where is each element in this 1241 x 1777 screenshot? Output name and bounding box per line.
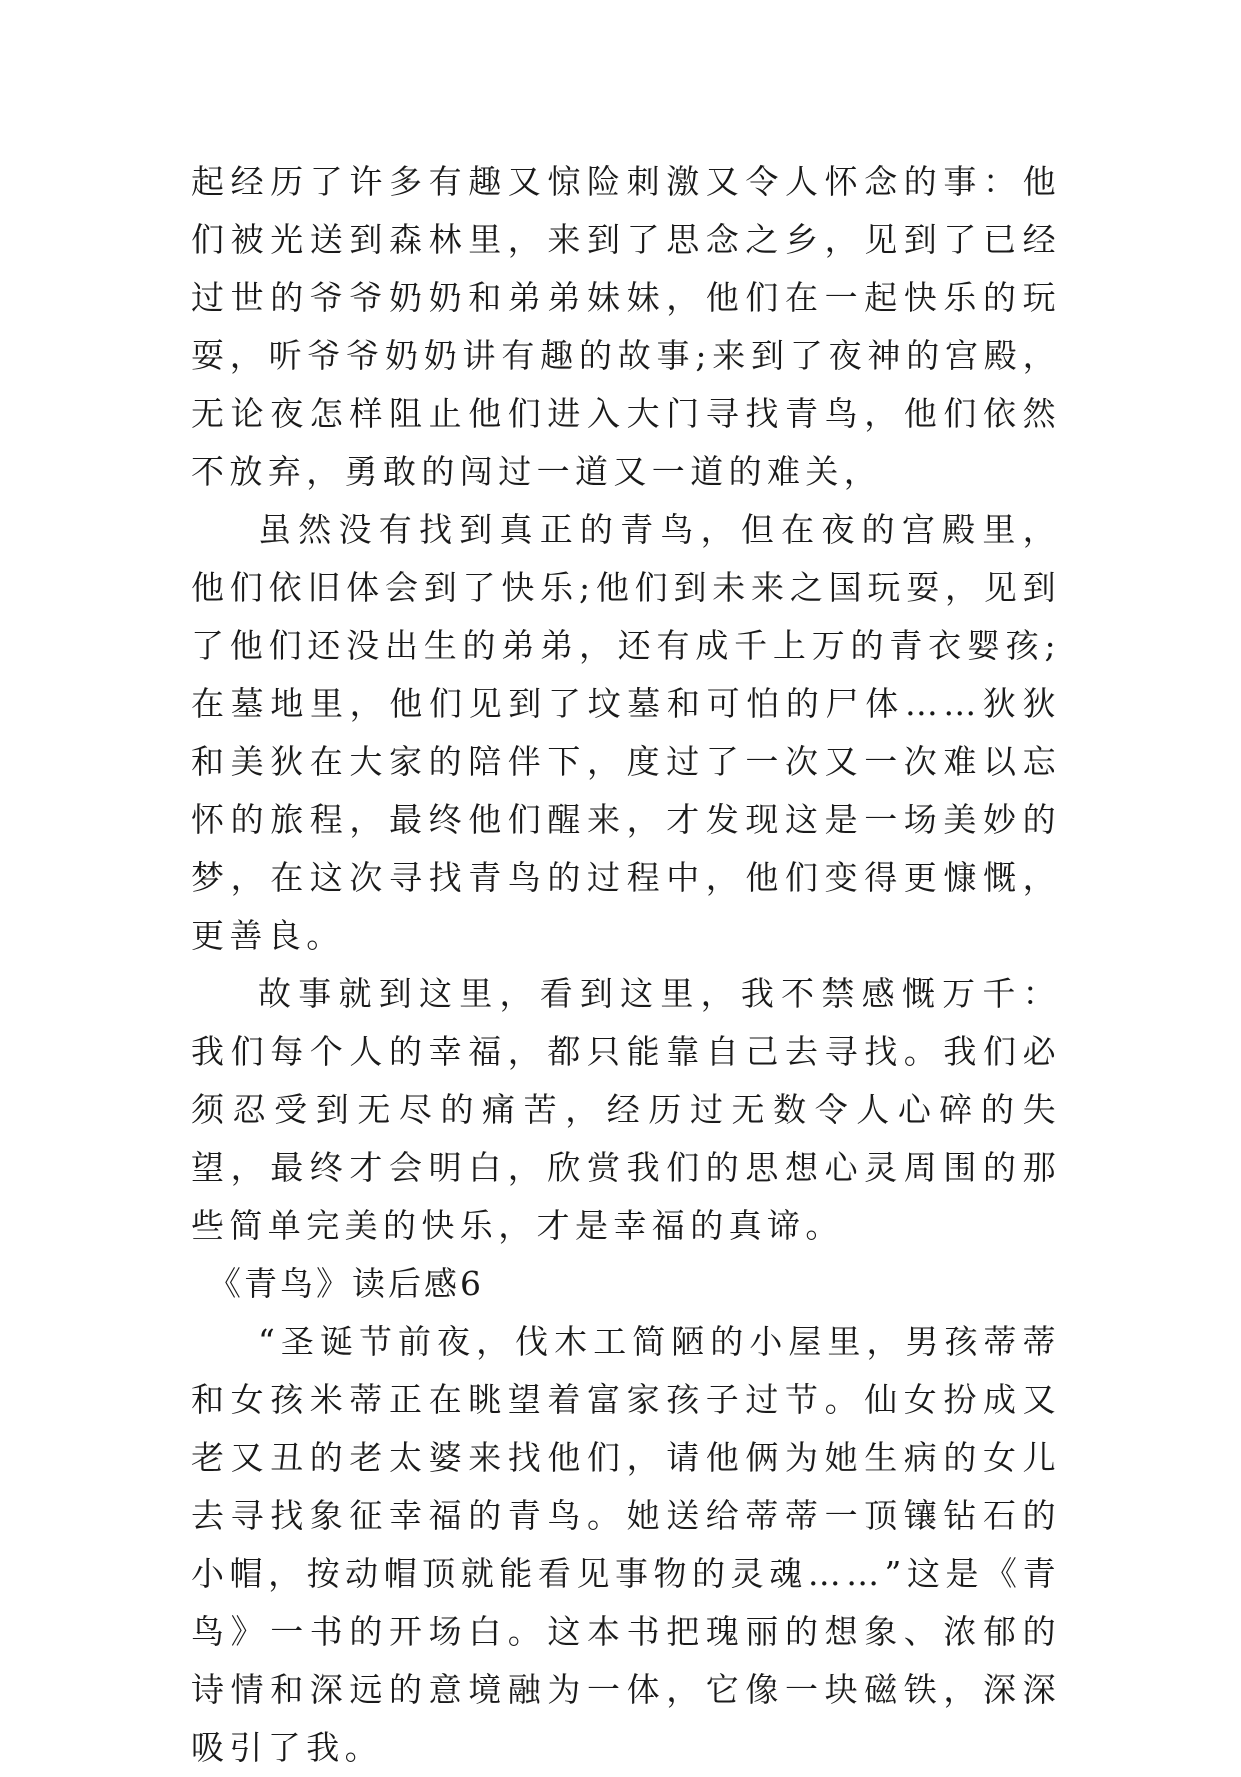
paragraph-4: “圣诞节前夜，伐木工简陋的小屋里，男孩蒂蒂和女孩米蒂正在眺望着富家孩子过节。仙女扮成又老又丑的老太婆来找他们，请他俩为她生病的女儿去寻找象征幸福的青鸟。她送给蒂蒂一顶镶钻石的小帽，按动帽顶就能看见事物的灵魂……”这是《青鸟》一书的开场白。这本书把瑰丽的想象、浓郁的诗情和深远的意境融为一体，它像一块磁铁，深深吸引了我。 — [191, 1322, 1061, 1767]
section-heading: 《青鸟》读后感6 — [208, 1264, 484, 1303]
document-body — [191, 153, 1061, 1777]
paragraph-2: 虽然没有找到真正的青鸟，但在夜的宫殿里，他们依旧体会到了快乐;他们到未来之国玩耍，见到了他们还没出生的弟弟，还有成千上万的青衣婴孩;在墓地里，他们见到了坟墓和可怕的尸体……狄狄和美狄在大家的陪伴下，度过了一次又一次难以忘怀的旅程，最终他们醒来，才发现这是一场美妙的梦，在这次寻找青鸟的过程中，他们变得更慷慨，更善良。 — [191, 510, 1061, 955]
paragraph-1: 起经历了许多有趣又惊险刺激又令人怀念的事：他们被光送到森林里，来到了思念之乡，见到了已经过世的爷爷奶奶和弟弟妹妹，他们在一起快乐的玩耍，听爷爷奶奶讲有趣的故事;来到了夜神的宫殿，无论夜怎样阻止他们进入大门寻找青鸟，他们依然不放弃，勇敢的闯过一道又一道的难关， — [191, 162, 1061, 491]
paragraph-3: 故事就到这里，看到这里，我不禁感慨万千：我们每个人的幸福，都只能靠自己去寻找。我们必须忍受到无尽的痛苦，经历过无数令人心碎的失望，最终才会明白，欣赏我们的思想心灵周围的那些简单完美的快乐，才是幸福的真谛。 — [191, 974, 1061, 1245]
